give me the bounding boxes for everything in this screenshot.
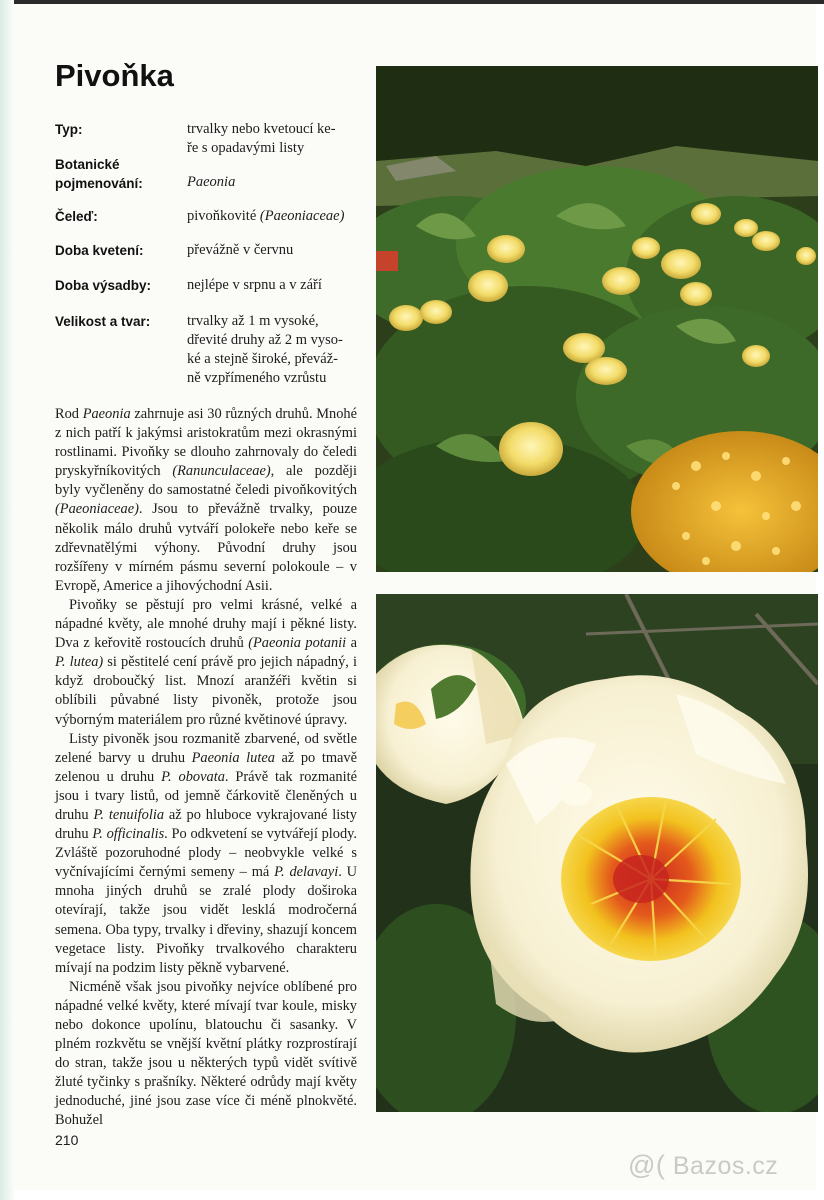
garden-photo	[376, 66, 818, 572]
spec-label: Čeleď:	[55, 209, 98, 224]
yellow-peony-garden-image	[376, 66, 818, 572]
paragraph: Nicméně však jsou pivoňky nejvíce oblíbené pro nápadné velké květy, které mívají tvar koule, misky nebo dokonce upolínu, blatouchu či sasanky. V plném rozkvětu se vnější květní plátky rozprostírají do stran, takže jsou u některých typů vidět svítivě žluté tyčinky s prašníky. Některé odrůdy mají květy jednoduché, jiné jsou zase více či méně plnokvěté. Bohužel	[55, 978, 357, 1129]
article-body	[55, 405, 357, 1131]
spec-value: trvalky až 1 m vysoké, dřevité druhy až 2 m vyso- ké a stejně široké, převáž- ně vzpřímeného vzrůstu	[187, 313, 343, 386]
spec-value: Paeonia	[187, 174, 236, 190]
paragraph: Rod Paeonia zahrnuje asi 30 různých druhů. Mnohé z nich patří k jakýmsi aristokratům mezi okrasnými rostlinami. Pivoňky se dlouho zahrnovaly do čeledi pryskyřníkovitých (Ranunculaceae), ale později byly vyčleněny do samostatné čeledi pivoňkovitých (Paeoniaceae). Jsou to převážně trvalky, pouze několik málo druhů vytváří polokeře nebo keře se zdřevnatělými výhony. Původní druhy jsou rozšířeny v mírném pásmu severní polokoule – v Evropě, Americe a jihovýchodní Asii.	[55, 406, 357, 594]
paragraph: Listy pivoněk jsou rozmanitě zbarvené, od světle zelené barvy u druhu Paeonia lutea až po tmavě zelenou u druhu P. obovata. Právě tak rozmanité jsou i tvary listů, od jemně čárkovitě členěných u druhu P. tenuifolia až po hluboce vykrajované listy druhu P. officinalis. Po odkvetení se vytvářejí plody. Zvláště pozoruhodné plody – neobvykle velké s vyčnívajícími černými semeny – má P. delavayi. U mnoha jiných druhů se zralé plody doširoka otevírají, takže jsou vidět lesklá modročerná semena. Oba typy, trvalky i dřeviny, shazují koncem vegetace listy. Pivoňky trvalkového charakteru mívají na podzim listy pěkně vybarvené.	[55, 730, 358, 976]
page-title: Pivoňka	[55, 58, 174, 93]
spec-label: Typ:	[55, 122, 83, 137]
paragraph: Pivoňky se pěstují pro velmi krásné, velké a nápadné květy, ale mnohé druhy mají i pěkné listy. Dva z keřovitě rostoucích druhů (Paeonia potanii a P. lutea) si pěstitelé cení právě pro jejich nápadný, i když droboučký list. Mnozí aranžéři květin si oblíbili půvabné listy pivoněk, protože jsou výborným materiálem pro různé květinové úpravy.	[55, 596, 357, 728]
spec-label: Velikost a tvar:	[55, 314, 151, 329]
page-edge	[0, 0, 14, 1200]
page-number: 210	[55, 1132, 79, 1148]
watermark: @( Bazos.cz	[628, 1150, 779, 1180]
spec-label: Doba kvetení:	[55, 243, 144, 258]
spec-label: Botanické pojmenování:	[55, 157, 143, 191]
spec-value: nejlépe v srpnu a v září	[187, 277, 322, 293]
peony-flower-photo	[376, 594, 818, 1112]
spec-value: pivoňkovité (Paeoniaceae)	[187, 208, 345, 224]
cream-peony-image	[376, 594, 818, 1112]
spec-label: Doba výsadby:	[55, 278, 152, 293]
spec-value: trvalky nebo kvetoucí ke- ře s opadavými listy	[187, 121, 336, 156]
spec-value: převážně v červnu	[187, 242, 294, 258]
